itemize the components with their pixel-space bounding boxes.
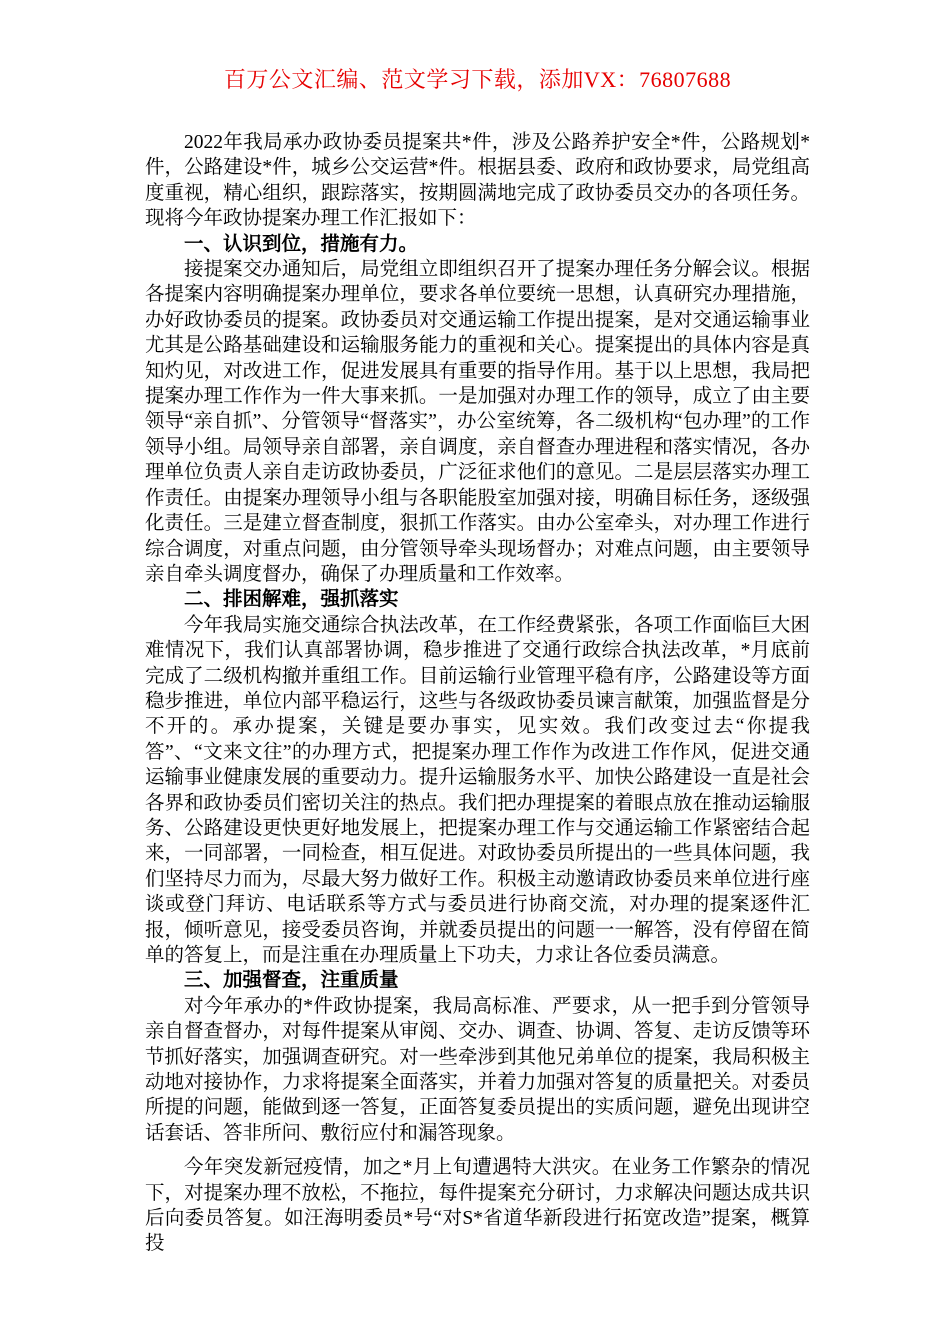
paragraph-section-1: 接提案交办通知后，局党组立即组织召开了提案办理任务分解会议。根据各提案内容明确提案办理单位，要求各单位要统一思想，认真研究办理措施，办好政协委员的提案。政协委员对交通运输工作提出提案，是对交通运输事业尤其是公路基础建设和运输服务能力的重视和关心。提案提出的具体内容是真知灼见，对改进工作，促进发展具有重要的指导作用。基于以上思想，我局把提案办理工作作为一件大事来抓。一是加强对办理工作的领导，成立了由主要领导“亲自抓”、分管领导“督落实”，办公室统筹，各二级机构“包办理”的工作领导小组。局领导亲自部署，亲自调度，亲自督查办理进程和落实情况，各办理单位负责人亲自走访政协委员，广泛征求他们的意见。二是层层落实办理工作责任。由提案办理领导小组与各职能股室加强对接，明确目标任务，逐级强化责任。三是建立督查制度，狠抓工作落实。由办公室牵头，对办理工作进行综合调度，对重点问题，由分管领导牵头现场督办；对难点问题，由主要领导亲自牵头调度督办，确保了办理质量和工作效率。 — [145, 259, 810, 585]
paragraph-intro: 2022年我局承办政协委员提案共*件，涉及公路养护安全*件，公路规划*件，公路建设*件，城乡公交运营*件。根据县委、政府和政协要求，局党组高度重视，精心组织，跟踪落实，按期圆满地完成了政协委员交办的各项任务。现将今年政协提案办理工作汇报如下： — [145, 132, 810, 230]
paragraph-closing: 今年突发新冠疫情，加之*月上旬遭遇特大洪灾。在业务工作繁杂的情况下，对提案办理不放松，不拖拉，每件提案充分研讨，力求解决问题达成共识后向委员答复。如汪海明委员*号“对S*省道华新段进行拓宽改造”提案，概算投 — [145, 1157, 810, 1255]
paragraph-section-3: 对今年承办的*件政协提案，我局高标准、严要求，从一把手到分管领导亲自督查督办，对每件提案从审阅、交办、调查、协调、答复、走访反馈等环节抓好落实，加强调查研究。对一些牵涉到其他兄弟单位的提案，我局积极主动地对接协作，力求将提案全面落实，并着力加强对答复的质量把关。对委员所提的问题，能做到逐一答复，正面答复委员提出的实质问题，避免出现讲空话套话、答非所问、敷衍应付和漏答现象。 — [145, 995, 810, 1144]
paragraph-section-2: 今年我局实施交通综合执法改革，在工作经费紧张，各项工作面临巨大困难情况下，我们认真部署协调，稳步推进了交通行政综合执法改革，*月底前完成了二级机构撤并重组工作。目前运输行业管理平稳有序，公路建设等方面稳步推进，单位内部平稳运行，这些与各级政协委员谏言献策，加强监督是分不开的。承办提案，关键是要办事实，见实效。我们改变过去“你提我答”、“文来文往”的办理方式，把提案办理工作作为改进工作作风，促进交通运输事业健康发展的重要动力。提升运输服务水平、加快公路建设一直是社会各界和政协委员们密切关注的热点。我们把办理提案的着眼点放在推动运输服务、公路建设更快更好地发展上，把提案办理工作与交通运输工作紧密结合起来，一同部署，一同检查，相互促进。对政协委员所提出的一些具体问题，我们坚持尽力而为，尽最大努力做好工作。积极主动邀请政协委员来单位进行座谈或登门拜访、电话联系等方式与委员进行协商交流，对办理的提案逐件汇报，倾听意见，接受委员咨询，并就委员提出的问题一一解答，没有停留在简单的答复上，而是注重在办理质量上下功夫，力求让各位委员满意。 — [145, 614, 810, 966]
section-heading-2: 二、排困解难，强抓落实 — [184, 589, 399, 611]
document-body — [145, 130, 810, 1257]
promo-header-text: 百万公文汇编、范文学习下载，添加VX：76807688 — [223, 67, 732, 92]
section-heading-1: 一、认识到位，措施有力。 — [184, 233, 419, 255]
section-heading-3: 三、加强督查，注重质量 — [184, 970, 399, 992]
